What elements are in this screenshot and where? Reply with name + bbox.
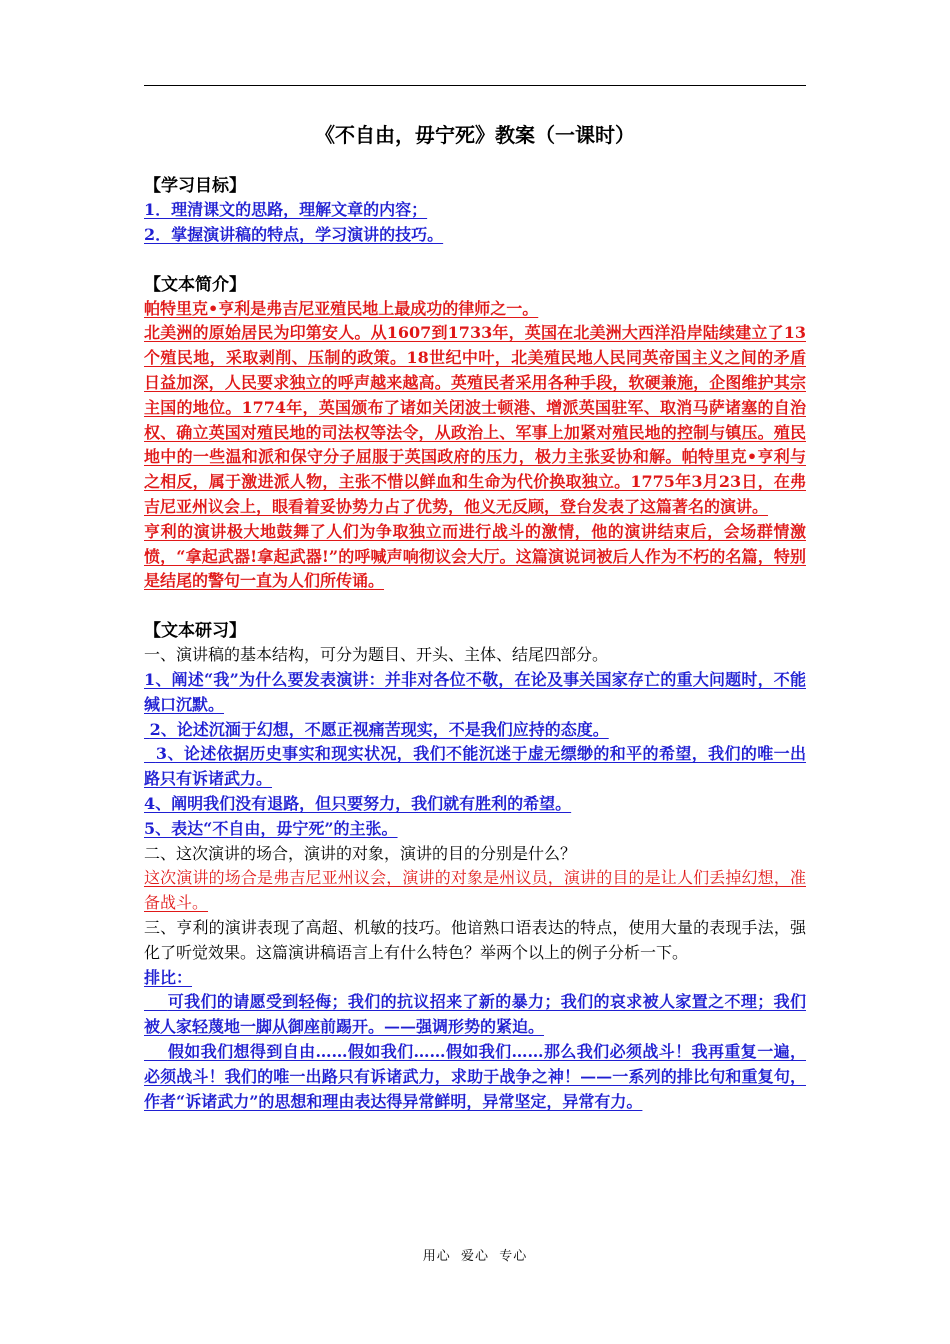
header-rule [144, 85, 806, 86]
page-footer: 用心 爱心 专心 [422, 1249, 528, 1264]
question-text: 二、这次演讲的场合，演讲的对象，演讲的目的分别是什么？ [144, 843, 577, 863]
document-body [144, 118, 806, 1114]
answer-paragraph: 可我们的请愿受到轻侮；我们的抗议招来了新的暴力；我们的哀求被人家置之不理；我们被人家轻蔑地一脚从御座前踢开。——强调形势的紧迫。 [144, 992, 806, 1037]
answer-item: 3、论述依据历史事实和现实状况，我们不能沉迷于虚无缥缈的和平的希望，我们的唯一出路只有诉诸武力。 [144, 744, 807, 789]
answer-item: 2、论述沉湎于幻想，不愿正视痛苦现实，不是我们应持的态度。 [144, 719, 609, 739]
answer-item: 1、阐述“我”为什么要发表演讲：并非对各位不敬，在论及事关国家存亡的重大问题时，不能缄口沉默。 [144, 669, 806, 714]
intro-paragraph: 帕特里克•亨利是弗吉尼亚殖民地上最成功的律师之一。 [144, 298, 539, 318]
document-title: 《不自由，毋宁死》教案（一课时） [315, 123, 635, 147]
intro-paragraph: 北美洲的原始居民为印第安人。从1607到1733年，英国在北美洲大西洋沿岸陆续建立了13个殖民地，采取剥削、压制的政策。18世纪中叶，北美殖民地人民同英帝国主义之间的矛盾日益加深，人民要求独立的呼声越来越高。英殖民者采用各种手段，软硬兼施，企图维护其宗主国的地位。1774年，英国颁布了诸如关闭波士顿港、增派英国驻军、取消马萨诸塞的自治权、确立英国对殖民地的司法权等法令，从政治上、军事上加紧对殖民地的控制与镇压。殖民地中的一些温和派和保守分子屈服于英国政府的压力，极力主张妥协和解。帕特里克•亨利与之相反，属于激进派人物，主张不惜以鲜血和生命为代价换取独立。1775年3月23日，在弗吉尼亚州议会上，眼看着妥协势力占了优势，他义无反顾，登台发表了这篇著名的演讲。 [144, 323, 806, 516]
answer-item: 5、表达“不自由，毋宁死”的主张。 [144, 818, 398, 838]
intro-heading: 【文本简介】 [144, 274, 246, 295]
goal-item: 1．理清课文的思路，理解文章的内容； [144, 200, 428, 219]
answer-item: 4、阐明我们没有退路，但只要努力，我们就有胜利的希望。 [144, 793, 572, 813]
question-text: 一、演讲稿的基本结构，可分为题目、开头、主体、结尾四部分。 [144, 645, 609, 665]
answer-paragraph: 假如我们想得到自由……假如我们……假如我们……那么我们必须战斗！我再重复一遍，必须战斗！我们的唯一出路只有诉诸武力，求助于战争之神！——一系列的排比句和重复句，作者“诉诸武力”的思想和理由表达得异常鲜明，异常坚定，异常有力。 [144, 1041, 806, 1111]
goal-item: 2．掌握演讲稿的特点，学习演讲的技巧。 [144, 224, 444, 244]
answer-text: 这次演讲的场合是弗吉尼亚州议会，演讲的对象是州议员，演讲的目的是让人们丢掉幻想，准备战斗。 [144, 868, 806, 913]
question-text: 三、亨利的演讲表现了高超、机敏的技巧。他谙熟口语表达的特点，使用大量的表现手法，强化了听觉效果。这篇演讲稿语言上有什么特色？举两个以上的例子分析一下。 [144, 917, 806, 962]
study-heading: 【文本研习】 [144, 621, 246, 642]
intro-paragraph: 亨利的演讲极大地鼓舞了人们为争取独立而进行战斗的激情，他的演讲结束后，会场群情激愤，“拿起武器!拿起武器!”的呼喊声响彻议会大厅。这篇演说词被后人作为不朽的名篇，特别是结尾的警句一直为人们所传诵。 [144, 521, 806, 591]
goals-heading: 【学习目标】 [144, 176, 246, 196]
spacer [144, 594, 806, 619]
answer-label: 排比： [144, 967, 193, 987]
spacer [144, 248, 806, 273]
